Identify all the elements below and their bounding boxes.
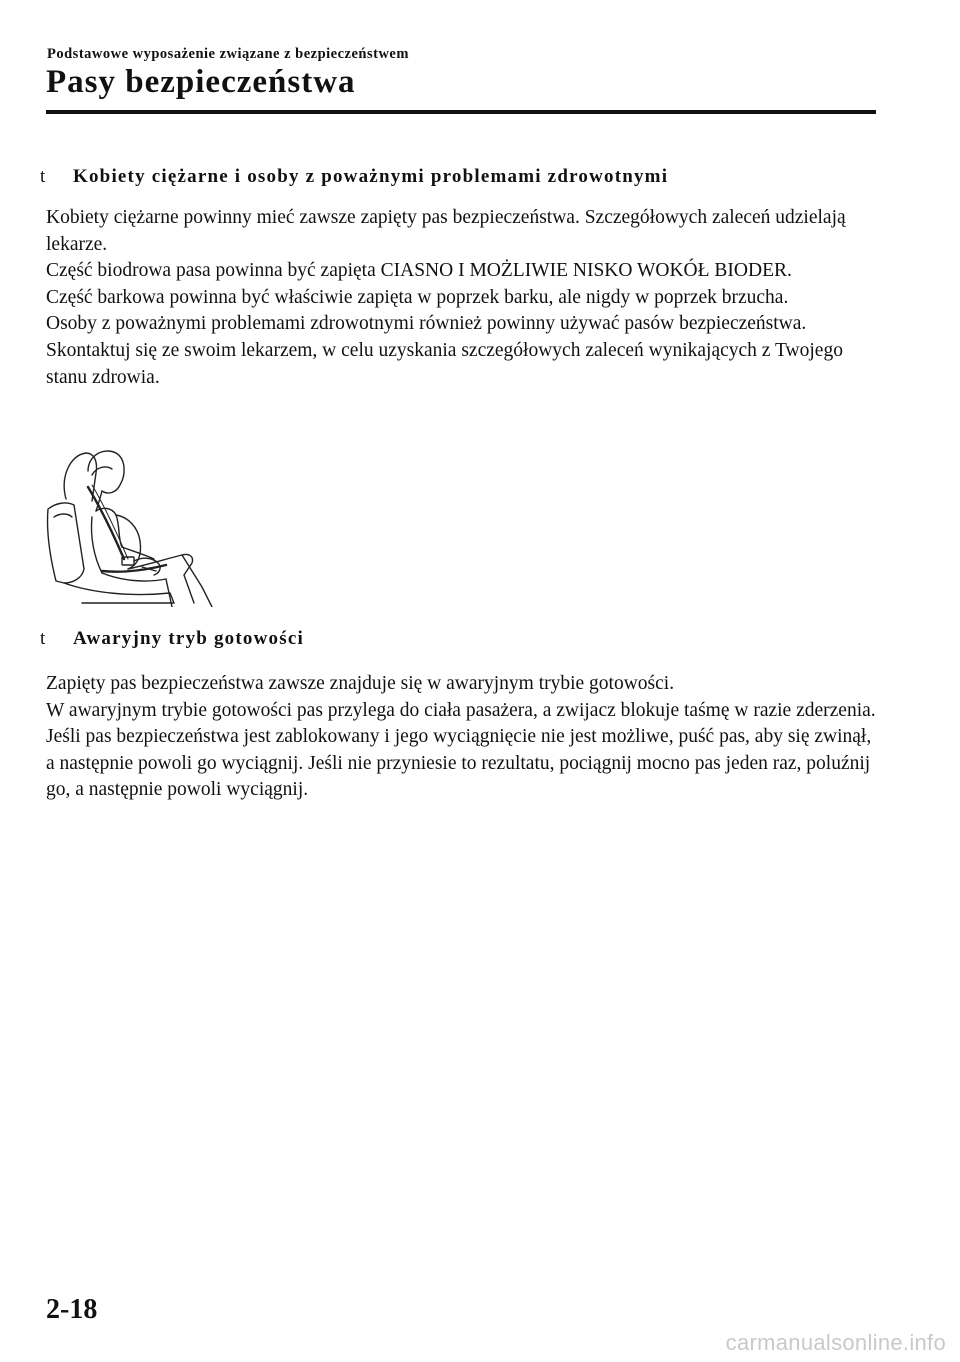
section-heading-text: Kobiety ciężarne i osoby z poważnymi problemami zdrowotnymi — [73, 166, 669, 187]
paragraph: W awaryjnym trybie gotowości pas przylega do ciała pasażera, a zwijacz blokuje taśmę w razie zderzenia. — [46, 699, 876, 721]
section-bullet: t — [40, 166, 47, 187]
paragraph: Część biodrowa pasa powinna być zapięta CIASNO I MOŻLIWIE NISKO WOKÓŁ BIODER. — [46, 260, 792, 282]
title-divider — [46, 110, 876, 114]
paragraph: Jeśli pas bezpieczeństwa jest zablokowany i jego wyciągnięcie nie jest możliwe, puść pas, aby się zwinął, a następnie powoli go wyciągnij. Jeśli nie przyniesie to rezultatu, pociągnij mocno pas jeden raz, poluźnij go, a następnie powoli wyciągnij. — [46, 726, 872, 801]
section-heading-standby — [40, 628, 304, 650]
section-heading-pregnant — [40, 166, 668, 188]
paragraph: Osoby z poważnymi problemami zdrowotnymi również powinny używać pasów bezpieczeństwa. Skontaktuj się ze swoim lekarzem, w celu uzyskania szczegółowych zaleceń wynikających z Twojego stanu zdrowia. — [46, 313, 843, 388]
pregnant-seatbelt-illustration — [42, 447, 214, 607]
page-title: Pasy bezpieczeństwa — [46, 64, 356, 100]
page-number: 2-18 — [46, 1294, 98, 1325]
section-heading-text: Awaryjny tryb gotowości — [73, 628, 304, 649]
paragraph: Część barkowa powinna być właściwie zapięta w poprzek barku, ale nigdy w poprzek brzucha. — [46, 286, 789, 308]
section-bullet: t — [40, 628, 47, 649]
paragraph: Kobiety ciężarne powinny mieć zawsze zapięty pas bezpieczeństwa. Szczegółowych zaleceń udzielają lekarze. — [46, 207, 846, 255]
section-body-pregnant — [46, 205, 876, 391]
section-body-standby — [46, 671, 876, 804]
paragraph: Zapięty pas bezpieczeństwa zawsze znajduje się w awaryjnym trybie gotowości. — [46, 673, 675, 694]
watermark: carmanualsonline.info — [725, 1330, 946, 1355]
breadcrumb: Podstawowe wyposażenie związane z bezpieczeństwem — [47, 46, 409, 62]
